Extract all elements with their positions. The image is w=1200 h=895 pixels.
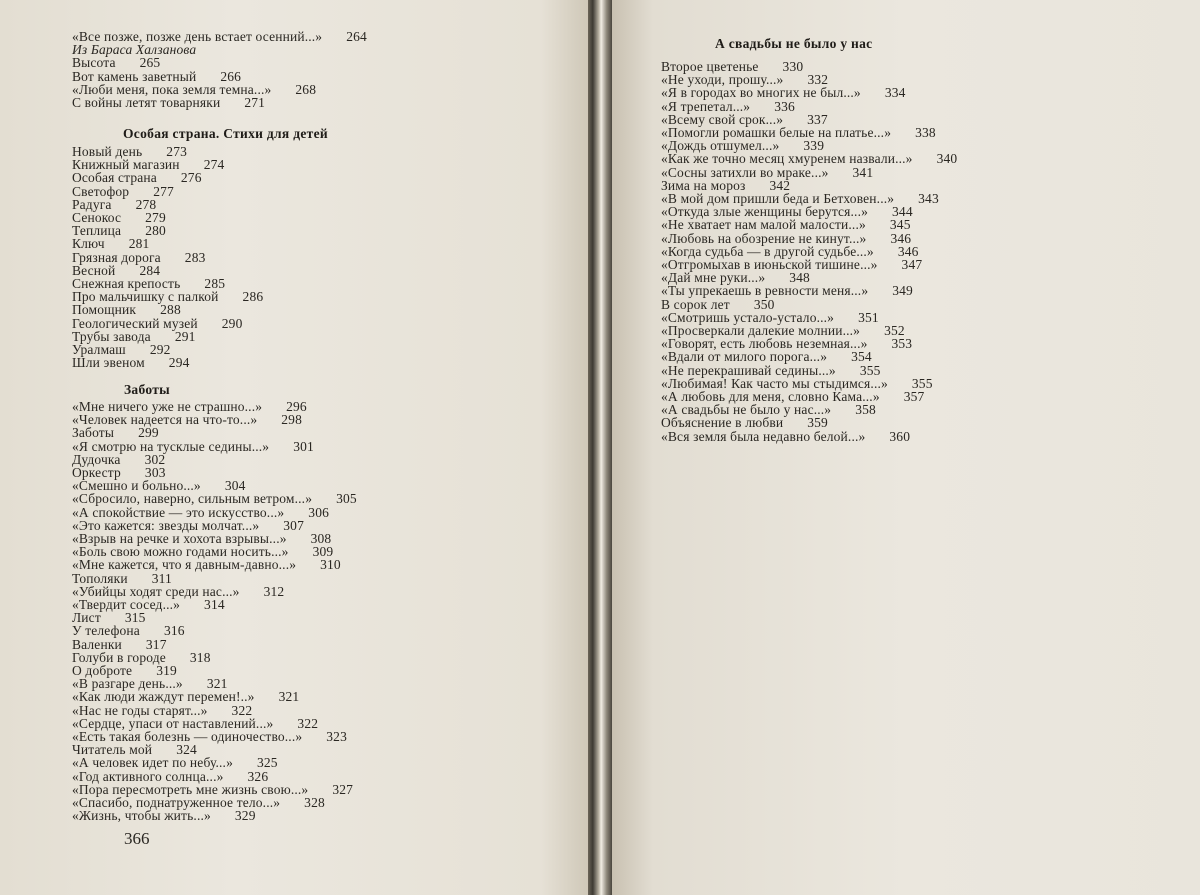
toc-entry-title: «Спасибо, поднатруженное тело...» (72, 795, 281, 810)
toc-entry-page: 277 (153, 183, 174, 199)
toc-entry-page: 340 (936, 151, 958, 167)
section-heading-no-wedding: А свадьбы не было у нас (715, 36, 873, 51)
toc-entry-page: 330 (782, 59, 804, 74)
toc-entry-title: «Сбросило, наверно, сильным ветром...» (72, 491, 313, 507)
toc-entry-page: 301 (293, 438, 314, 454)
toc-entry-title: Из Бараса Халзанова (72, 42, 197, 58)
left-page (0, 0, 588, 895)
toc-entry-title: «Сосны затихли во мраке...» (661, 164, 829, 180)
toc-entry-title: «Дождь отшумел...» (661, 138, 780, 154)
toc-entry-title: Уралмаш (72, 342, 126, 357)
toc-entry-title: «Мне кажется, что я давным-давно...» (72, 557, 297, 573)
toc-entry-title: «Смотришь устало-устало...» (661, 309, 835, 325)
toc-entry-page: 350 (753, 296, 775, 312)
toc-entry-page: 305 (336, 491, 357, 507)
toc-entry-page: 291 (174, 328, 196, 344)
toc-entry-page: 316 (163, 623, 185, 639)
toc-entry-title: «Мне ничего уже не страшно...» (72, 399, 263, 414)
toc-entry-title: Лист (72, 610, 101, 626)
toc-entry-title: Особая страна (72, 170, 157, 186)
toc-entry-page: 339 (803, 138, 825, 154)
toc-entry-title: «А человек идет по небу...» (72, 755, 233, 771)
toc-entry-page: 328 (304, 795, 325, 810)
section-heading-special-country: Особая страна. Стихи для детей (123, 126, 328, 141)
toc-entry-page: 360 (889, 428, 911, 444)
toc-entry-page: 321 (278, 689, 300, 705)
toc-entry-title: «Это кажется: звезды молчат...» (72, 517, 260, 533)
toc-entry-page: 286 (242, 289, 264, 305)
toc-entry-page: 345 (889, 217, 911, 233)
toc-entry-page: 348 (789, 270, 810, 286)
toc-entry-page: 327 (332, 781, 354, 797)
toc-entry-title: Теплица (72, 223, 122, 239)
toc-entry-page: 355 (859, 362, 881, 378)
toc-entry-title: «Вся земля была недавно белой...» (661, 428, 866, 444)
toc-entry-title: Читатель мой (72, 742, 153, 758)
toc-entry-page: 273 (166, 144, 187, 159)
toc-entry-title: Помощник (72, 302, 137, 318)
toc-entry-page: 274 (203, 157, 225, 173)
toc-entry-page: 266 (220, 68, 242, 84)
toc-entry-title: «Убийцы ходят среди нас...» (72, 583, 240, 599)
toc-entry-page: 311 (151, 570, 172, 586)
toc-entry-page: 357 (903, 389, 925, 404)
toc-entry-title: О доброте (72, 663, 133, 678)
toc-entry-title: Про мальчишку с палкой (72, 289, 219, 305)
toc-entry-title: «Человек надеется на что-то...» (72, 412, 258, 428)
toc-entry-page: 315 (124, 610, 146, 626)
toc-entry-page: 347 (901, 257, 923, 272)
toc-entry-title: «Я в городах во многих не был...» (661, 85, 861, 101)
toc-entry-title: «Твердит сосед...» (72, 597, 181, 612)
toc-entry-page: 280 (145, 223, 166, 239)
toc-entry-title: «В мой дом пришли беда и Бетховен...» (661, 191, 895, 206)
toc-entry-title: Книжный магазин (72, 157, 180, 173)
toc-entry-page: 343 (918, 191, 939, 206)
toc-entry-page: 288 (160, 302, 181, 318)
toc-entry-title: Шли эвеном (72, 355, 145, 371)
toc-entry-title: «Как люди жаждут перемен!..» (72, 689, 255, 705)
toc-entry-title: Весной (72, 262, 116, 278)
toc-entry-page: 317 (145, 636, 167, 652)
toc-entry-page: 294 (168, 355, 190, 371)
toc-entry-page: 296 (286, 399, 307, 414)
toc-entry-title: «А любовь для меня, словно Кама...» (661, 389, 880, 404)
toc-entry-title: «А свадьбы не было у нас...» (661, 402, 832, 418)
toc-entry-title: «Я трепетал...» (661, 98, 751, 114)
toc-entry-page: 325 (256, 755, 278, 771)
toc-entry-page: 358 (855, 402, 876, 418)
toc-entry-title: «Не перекрашивай седины...» (661, 362, 836, 378)
toc-entry-page: 355 (911, 375, 933, 391)
toc-entry-title: «Есть такая болезнь — одиночество...» (72, 729, 303, 744)
toc-entry-title: «Боль свою можно годами носить...» (72, 544, 289, 560)
toc-entry-page: 346 (897, 243, 919, 259)
toc-entry-page: 326 (247, 768, 269, 784)
toc-entry-page: 321 (206, 676, 228, 692)
page-number: 366 (124, 829, 150, 848)
toc-entry-page: 303 (144, 465, 166, 480)
toc-entry-title: «В разгаре день...» (72, 676, 183, 692)
toc-entry-title: Новый день (72, 144, 143, 159)
toc-entry-page: 353 (891, 336, 913, 352)
toc-entry-title: Валенки (72, 636, 122, 652)
toc-entry-page: 354 (851, 349, 872, 365)
toc-entry-title: «Я смотрю на тусклые седины...» (72, 438, 270, 454)
toc-entry-page: 290 (221, 315, 243, 331)
toc-entry-title: «Просверкали далекие молнии...» (661, 323, 861, 338)
toc-entry-page: 309 (312, 544, 334, 560)
toc-entry-title: «Ты упрекаешь в ревности меня...» (661, 283, 869, 299)
right-page (612, 0, 1200, 895)
toc-entry-page: 306 (308, 504, 329, 520)
toc-entry-title: Сенокос (72, 210, 122, 225)
toc-entry-title: «Не хватает нам малой малости...» (661, 217, 866, 233)
toc-entry-page: 310 (320, 557, 341, 573)
toc-entry-page: 276 (180, 170, 202, 186)
toc-entry-page: 268 (295, 81, 317, 97)
toc-entry-title: Грязная дорога (72, 249, 161, 265)
toc-entry-title: Геологический музей (72, 315, 198, 331)
toc-entry-page: 344 (892, 204, 913, 220)
toc-entry-title: Ключ (72, 236, 105, 252)
toc-entry-title: «Смешно и больно...» (72, 478, 201, 494)
toc-entry-page: 307 (283, 517, 304, 533)
toc-entry (72, 96, 265, 110)
toc-entry-title: С войны летят товарняки (72, 95, 221, 110)
toc-entry-title: Объяснение в любви (661, 415, 784, 431)
toc-entry-page: 346 (890, 230, 912, 246)
toc-entry-page: 359 (807, 415, 828, 431)
toc-entry-page: 312 (263, 583, 285, 599)
toc-entry-page: 281 (128, 236, 150, 252)
toc-entry-title: «Когда судьба — в другой судьбе...» (661, 243, 874, 259)
toc-entry-title: «Всему свой срок...» (661, 111, 784, 127)
toc-entry-title: «Любовь на обозрение не кинут...» (661, 230, 867, 246)
toc-entry-title: Зима на мороз (661, 177, 746, 193)
toc-entry (72, 809, 256, 823)
toc-entry-page: 323 (326, 729, 347, 744)
toc-entry-page: 337 (807, 111, 828, 127)
toc-entry-title: Второе цветенье (661, 59, 759, 74)
toc-entry-title: «Нас не годы старят...» (72, 702, 208, 718)
toc-entry-title: «Взрыв на речке и хохота взрывы...» (72, 531, 287, 546)
toc-entry (72, 356, 190, 370)
toc-entry-page: 332 (807, 72, 829, 88)
toc-entry-page: 304 (224, 478, 246, 494)
toc-entry-title: Светофор (72, 183, 130, 199)
toc-entry-page: 322 (297, 715, 319, 731)
toc-entry-page: 322 (231, 702, 253, 718)
toc-entry (661, 430, 910, 444)
toc-entry-page: 278 (135, 196, 157, 212)
toc-entry-title: Трубы завода (72, 328, 151, 344)
toc-entry-page: 271 (244, 95, 266, 110)
toc-entry-page: 283 (184, 249, 206, 265)
toc-entry-page: 299 (138, 425, 159, 441)
toc-entry-title: Высота (72, 55, 116, 71)
toc-entry-page: 279 (145, 210, 166, 225)
toc-entry-title: Дудочка (72, 451, 121, 467)
toc-entry-page: 292 (149, 342, 171, 357)
toc-entry-title: «Откуда злые женщины берутся...» (661, 204, 869, 220)
toc-entry-page: 308 (310, 531, 332, 546)
toc-entry-title: «Пора пересмотреть мне жизнь свою...» (72, 781, 309, 797)
toc-entry-page: 302 (144, 451, 166, 467)
book-spine (588, 0, 612, 895)
toc-entry-page: 336 (774, 98, 795, 114)
toc-entry-page: 329 (234, 808, 256, 824)
toc-entry-title: «Вдали от милого порога...» (661, 349, 828, 365)
toc-entry-title: «Жизнь, чтобы жить...» (72, 808, 211, 824)
toc-entry-page: 324 (176, 742, 197, 758)
toc-entry-title: «Помогли ромашки белые на платье...» (661, 125, 892, 140)
toc-entry-page: 338 (915, 125, 936, 140)
toc-entry-page: 319 (156, 663, 177, 678)
toc-entry-title: «Как же точно месяц хмуренем назвали...» (661, 151, 913, 167)
toc-entry-title: Тополяки (72, 570, 128, 586)
toc-entry-page: 285 (204, 276, 226, 291)
toc-entry-page: 298 (281, 412, 302, 428)
toc-entry-title: «Год активного солнца...» (72, 768, 224, 784)
toc-entry-page: 265 (139, 55, 161, 71)
toc-entry-title: «А спокойствие — это искусство...» (72, 504, 285, 520)
toc-entry-page: 264 (346, 29, 367, 44)
toc-entry-page: 349 (892, 283, 913, 299)
toc-entry-title: Оркестр (72, 465, 121, 480)
toc-entry-page: 342 (769, 177, 791, 193)
section-heading-cares: Заботы (124, 382, 170, 397)
toc-entry-title: Снежная крепость (72, 276, 181, 291)
toc-entry-title: Голуби в городе (72, 649, 166, 665)
toc-entry-page: 341 (852, 164, 874, 180)
toc-entry-title: Радуга (72, 196, 112, 212)
toc-entry-title: «Любимая! Как часто мы стыдимся...» (661, 375, 888, 391)
toc-entry-page: 314 (204, 597, 225, 612)
toc-entry-page: 318 (189, 649, 211, 665)
toc-entry-title: В сорок лет (661, 296, 730, 312)
toc-entry-title: «Сердце, упаси от наставлений...» (72, 715, 274, 731)
toc-entry-title: Вот камень заветный (72, 68, 197, 84)
toc-entry-title: «Дай мне руки...» (661, 270, 766, 286)
toc-entry-title: «Говорят, есть любовь неземная...» (661, 336, 868, 352)
toc-entry-page: 284 (139, 262, 161, 278)
toc-entry-title: Заботы (72, 425, 115, 441)
toc-entry-title: У телефона (72, 623, 140, 639)
toc-entry-page: 334 (884, 85, 906, 101)
toc-entry-page: 351 (858, 309, 879, 325)
toc-entry-title: «Все позже, позже день встает осенний...» (72, 29, 323, 44)
toc-entry-title: «Отгромыхав в июньской тишине...» (661, 257, 878, 272)
toc-entry-title: «Не уходи, прошу...» (661, 72, 784, 88)
toc-entry-page: 352 (884, 323, 905, 338)
toc-entry-title: «Люби меня, пока земля темна...» (72, 81, 272, 97)
